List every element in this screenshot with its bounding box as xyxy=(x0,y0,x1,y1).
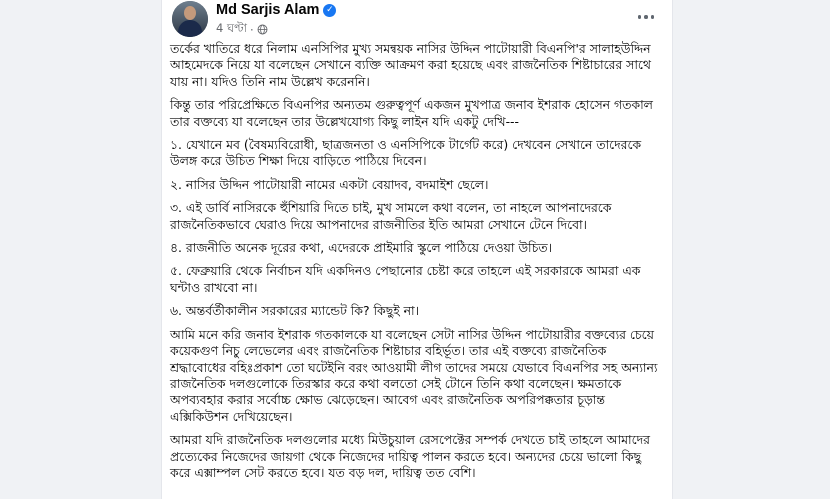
list-item: ১. যেখানে মব (বৈষম্যবিরোধী, ছাত্রজনতা ও এনসিপিকে টার্গেট করে) দেখবেন সেখানে তাদেরকে উলঙ্গ করে উচিত শিক্ষা দিয়ে বাড়িতে পাঠিয়ে দিবেন। xyxy=(170,137,642,169)
author-row xyxy=(216,2,336,18)
list-item: ৩. এই ডার্বি নাসিরকে হুঁশিয়ারি দিতে চাই, মুখ সামলে কথা বলেন, তা নাহলে আপনাদেরকে রাজনৈতিকভাবে ঘেরাও দিয়ে আপনাদের রাজনীতির ইতি আমরা সেখানে টেনে দিবো। xyxy=(170,200,612,232)
more-dot xyxy=(651,15,655,19)
meta-separator: · xyxy=(249,22,254,37)
paragraph: কিন্তু তার পরিপ্রেক্ষিতে বিএনপির অন্যতম গুরুত্বপূর্ণ একজন মুখপাত্র জনাব ইশরাক হোসেন গতকাল তার বক্তব্যে যা বলেছেন তার উল্লেখযোগ্য কিছু লাইন যদি একটু দেখি--- xyxy=(170,97,653,129)
list-item: ৫. ফেব্রুয়ারি থেকে নির্বাচন যদি একদিনও পেছানোর চেষ্টা করে তাহলে এই সরকারকে আমরা এক ঘন্টাও রাখবো না। xyxy=(170,263,641,295)
avatar[interactable] xyxy=(172,1,208,37)
post-card xyxy=(161,0,673,499)
more-dot xyxy=(638,15,642,19)
post-time[interactable]: 4 ঘণ্টা xyxy=(216,21,247,35)
post-text xyxy=(170,41,665,488)
globe-icon[interactable] xyxy=(257,24,268,35)
more-dot xyxy=(644,15,648,19)
paragraph: আমি মনে করি জনাব ইশরাক গতকালকে যা বলেছেন সেটা নাসির উদ্দিন পাটোয়ারীর বক্তব্যের চেয়ে কয়েকগুণ নিচু লেভেলের এবং রাজনৈতিক শিষ্টাচার বহির্ভূত। তার এই বক্তব্যে রাজনৈতিক শ্রদ্ধাবোধের বহিঃপ্রকাশ তো ঘটেইনি বরং আওয়ামী লীগ তাদের সময়ে যেভাবে বিএনপির সহ অন্যান্য রাজনৈতিক দলগুলোকে তিরস্কার করে কথা বলতো সেই টোনে তিনি কথা বলেছেন। ক্ষমতাকে অপব্যবহার করার সর্বোচ্চ ক্ষোভ ঝেড়েছেন। আবেগ এবং রাজনৈতিক অপরিপক্কতার চূড়ান্ত এক্সিকিউশন দেখিয়েছেন। xyxy=(170,326,658,424)
post-header xyxy=(162,0,672,40)
author-name[interactable]: Md Sarjis Alam xyxy=(216,2,320,18)
list-item: ২. নাসির উদ্দিন পাটোয়ারী নামের একটা বেয়াদব, বদমাইশ ছেলে। xyxy=(170,176,489,192)
avatar-head xyxy=(184,6,196,20)
list-item: ৪. রাজনীতি অনেক দূরের কথা, এদেরকে প্রাইমারি স্কুলে পাঠিয়ে দেওয়া উচিত। xyxy=(170,240,553,256)
more-options-icon[interactable] xyxy=(634,8,658,26)
post-meta xyxy=(216,20,268,39)
paragraph: তর্কের খাতিরে ধরে নিলাম এনসিপির মুখ্য সমন্বয়ক নাসির উদ্দিন পাটোয়ারী বিএনপি'র সালাহউদ্দিন আহমেদকে নিয়ে যা বলেছেন সেখানে ব্যক্তি আক্রমণ করা হয়েছে এবং রাজনৈতিক শিষ্টাচারের সাথে যায় না। যদিও তিনি নাম উল্লেখ করেননি। xyxy=(170,41,651,89)
avatar-body xyxy=(178,20,202,37)
list-item: ৬. অন্তর্বর্তীকালীন সরকারের ম্যান্ডেট কি? কিছুই না। xyxy=(170,303,420,319)
verified-badge-icon: ✓ xyxy=(323,4,336,17)
paragraph: আমরা যদি রাজনৈতিক দলগুলোর মধ্যে মিউচুয়াল রেসপেক্টের সম্পর্ক দেখতে চাই তাহলে আমাদের প্রত্যেকের নিজেদের জায়গা থেকে নিজেদের দায়িত্ব পালন করতে হবে। অন্যদের চেয়ে ভালো কিছু করে এক্সাম্পল সেট করতে হবে। যত বড় দল, দায়িত্ব তত বেশি। xyxy=(170,432,650,480)
